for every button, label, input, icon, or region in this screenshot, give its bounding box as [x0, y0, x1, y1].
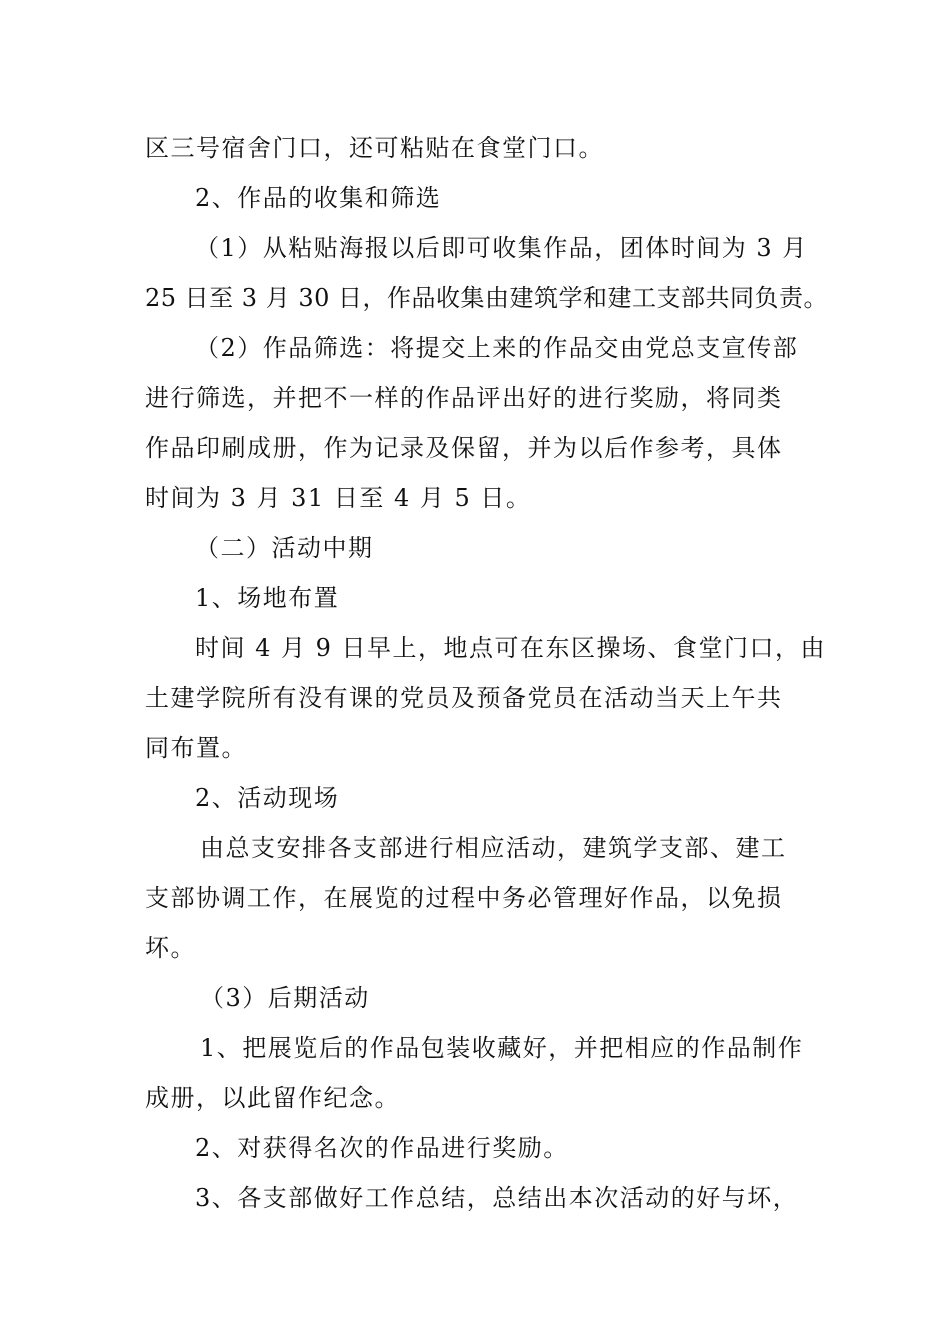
section-heading: （3）后期活动 — [200, 984, 370, 1012]
text-line: 进行筛选，并把不一样的作品评出好的进行奖励，将同类 — [145, 384, 783, 412]
text-line: 支部协调工作，在展览的过程中务必管理好作品，以免损 — [145, 884, 783, 912]
text-line: （1）从粘贴海报以后即可收集作品，团体时间为 3 月 — [195, 234, 808, 262]
text-line: 3、各支部做好工作总结，总结出本次活动的好与坏， — [195, 1184, 799, 1212]
section-heading: 2、活动现场 — [195, 784, 340, 812]
text-line: 坏。 — [145, 934, 196, 962]
text-line: 时间为 3 月 31 日至 4 月 5 日。 — [145, 484, 532, 512]
text-line: 同布置。 — [145, 734, 247, 762]
text-line: 2、对获得名次的作品进行奖励。 — [195, 1134, 569, 1162]
section-heading: 1、场地布置 — [195, 584, 340, 612]
text-line: 土建学院所有没有课的党员及预备党员在活动当天上午共 — [145, 684, 783, 712]
section-heading: 2、作品的收集和筛选 — [195, 184, 442, 212]
text-line: 成册，以此留作纪念。 — [145, 1084, 400, 1112]
text-line: 由总支安排各支部进行相应活动，建筑学支部、建工 — [200, 834, 787, 862]
text-line: 1、把展览后的作品包装收藏好，并把相应的作品制作 — [200, 1034, 804, 1062]
text-line: 25 日至 3 月 30 日，作品收集由建筑学和建工支部共同负责。 — [145, 284, 828, 312]
text-line: 作品印刷成册，作为记录及保留，并为以后作参考，具体 — [145, 434, 783, 462]
section-heading: （二）活动中期 — [195, 534, 374, 562]
text-line: （2）作品筛选：将提交上来的作品交由党总支宣传部 — [195, 334, 799, 362]
text-line: 时间 4 月 9 日早上，地点可在东区操场、食堂门口，由 — [195, 634, 827, 662]
text-line: 区三号宿舍门口，还可粘贴在食堂门口。 — [145, 134, 604, 162]
